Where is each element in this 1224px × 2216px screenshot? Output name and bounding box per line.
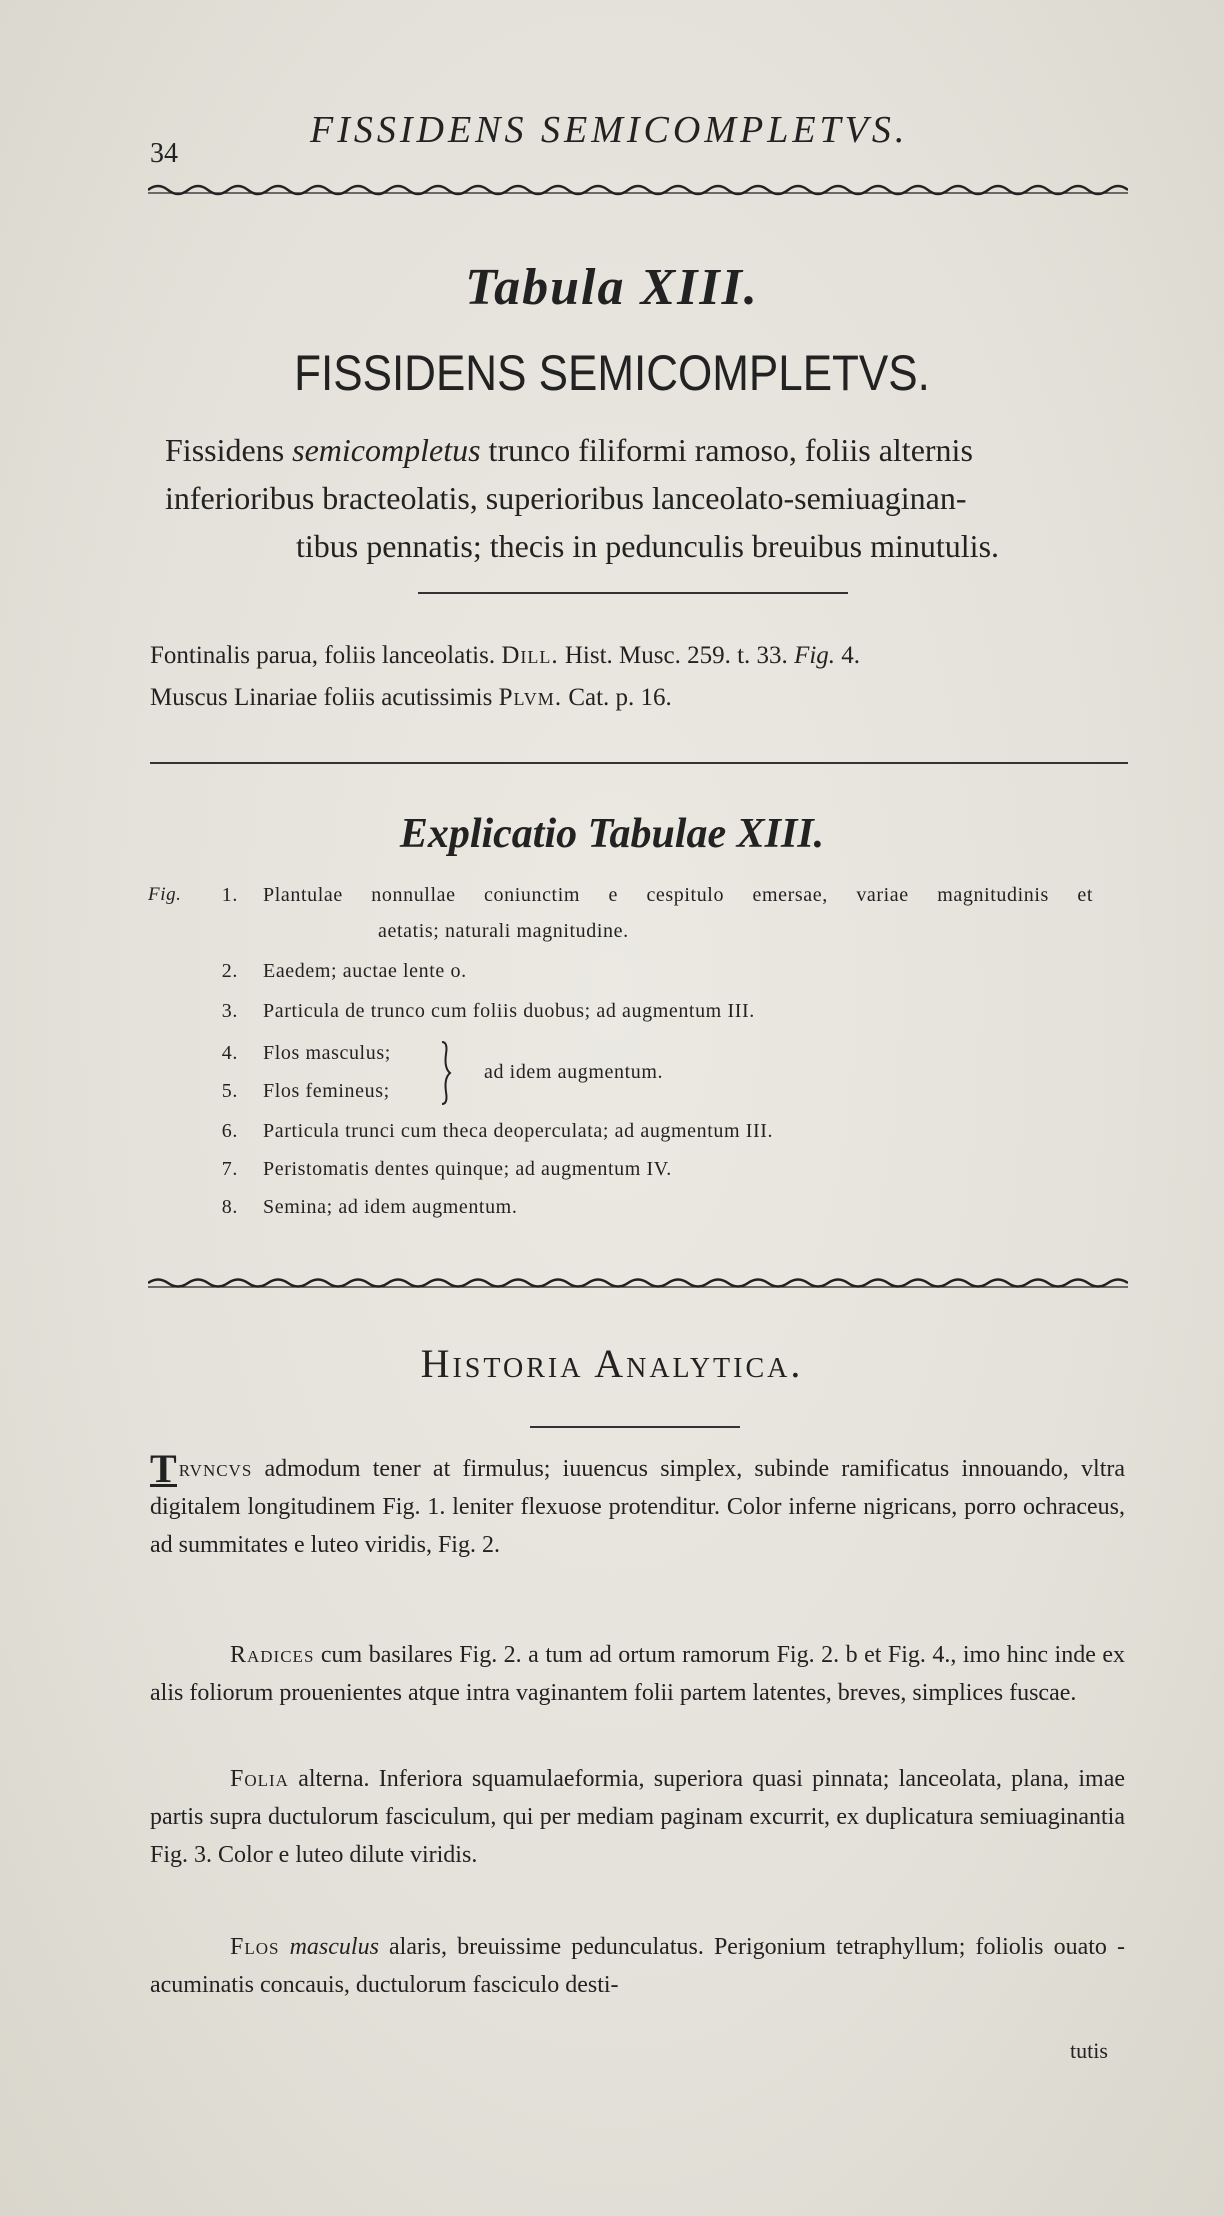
brace-note: ad idem augmentum. (484, 1061, 664, 1083)
truncus-lead: rvncvs (178, 1456, 253, 1482)
running-title: FISSIDENS SEMICOMPLETVS. (310, 109, 909, 151)
paragraph-truncus (150, 1446, 1126, 1564)
synonym-2-ref: Cat. p. 16. (568, 684, 672, 711)
fig-item-3-text: Particula de trunco cum foliis duobus; ad augmentum III. (263, 1000, 755, 1022)
synonym-2-author: Plvm. (498, 684, 563, 711)
wavy-rule-top (148, 178, 1128, 196)
fig-item-7-text: Peristomatis dentes quinque; ad augmentum IV. (263, 1158, 672, 1180)
catchword: tutis (1070, 2038, 1108, 2063)
synonym-1-author: Dill. (501, 642, 559, 669)
fig-item-6-num: 6. (221, 1120, 238, 1142)
folia-lead: Folia (230, 1766, 289, 1792)
fig-item-4-text: Flos masculus; (263, 1042, 391, 1064)
radices-text: cum basilares Fig. 2. a tum ad ortum ramorum Fig. 2. b et Fig. 4., imo hinc inde ex alis foliorum prouenientes atque intra vaginantem folii partem latentes, breves, simplices fuscae. (150, 1642, 1125, 1706)
paragraph-folia (150, 1760, 1125, 1874)
curly-brace (438, 1040, 454, 1106)
fig-item-8-num: 8. (221, 1196, 238, 1218)
synonym-1-ref: Hist. Musc. 259. t. 33. (564, 642, 788, 669)
species-diagnosis (165, 426, 1130, 570)
synonym-2 (150, 678, 672, 718)
synonym-1-text: Fontinalis parua, foliis lanceolatis. (150, 642, 496, 669)
dropcap-letter: T (150, 1446, 177, 1491)
fig-label: Fig. (148, 884, 182, 905)
short-rule (418, 592, 848, 594)
section-rule (150, 762, 1128, 764)
paragraph-flos (150, 1928, 1125, 2004)
fig-item-4-num: 4. (221, 1042, 238, 1064)
fig-item-8-text: Semina; ad idem augmentum. (263, 1196, 518, 1218)
diagnosis-epithet: semicompletus (292, 432, 481, 468)
synonym-1-fig: Fig. (794, 642, 836, 669)
plate-title: Tabula XIII. (465, 259, 759, 316)
flos-lead-italic: masculus (289, 1934, 379, 1960)
fig-item-5-text: Flos femineus; (263, 1080, 390, 1102)
diagnosis-line1: trunco filiformi ramoso, foliis alternis (488, 432, 973, 468)
page-number: 34 (150, 138, 178, 169)
fig-item-7-num: 7. (221, 1158, 238, 1180)
radices-lead: Radices (230, 1642, 315, 1668)
historia-title: Historia Analytica. (420, 1341, 804, 1386)
synonym-2-text: Muscus Linariae foliis acutissimis (150, 684, 493, 711)
fig-item-2-text: Eaedem; auctae lente o. (263, 960, 467, 982)
synonym-1 (150, 636, 860, 676)
diagnosis-line2: inferioribus bracteolatis, superioribus lanceolato-semiuaginan- (165, 480, 967, 516)
fig-item-2-num: 2. (221, 960, 238, 982)
fig-item-5-num: 5. (221, 1080, 238, 1102)
explanation-title: Explicatio Tabulae XIII. (399, 811, 825, 857)
fig-item-1-num: 1. (221, 884, 238, 906)
fig-item-3-num: 3. (221, 1000, 238, 1022)
synonym-1-fig-num: 4. (841, 642, 861, 669)
folia-text: alterna. Inferiora squamulaeformia, superiora quasi pinnata; lanceolata, plana, imae partis supra ductulorum fasciculum, qui per mediam paginam excurrit, ex duplicatura semiuaginantia Fig. 3. Color e luteo dilute viridis. (150, 1766, 1125, 1868)
paragraph-radices (150, 1636, 1125, 1712)
wavy-rule-middle (148, 1274, 1128, 1292)
historia-rule (530, 1426, 740, 1428)
truncus-text: admodum tener at firmulus; iuuencus simplex, subinde ramificatus innouando, vltra digitalem longitudinem Fig. 1. leniter flexuose protenditur. Color inferne nigricans, porro ochraceus, ad summitates e luteo viridis, Fig. 2. (150, 1456, 1126, 1558)
diagnosis-line3: tibus pennatis; thecis in pedunculis breuibus minutulis. (295, 528, 1000, 564)
fig-item-1-text: Plantulae nonnullae coniunctim e cespitulo emersae, variae magnitudinis et (263, 884, 1093, 906)
fig-item-1-cont: aetatis; naturali magnitudine. (378, 920, 629, 942)
fig-item-6-text: Particula trunci cum theca deoperculata; ad augmentum III. (263, 1120, 774, 1142)
diagnosis-genus: Fissidens (165, 432, 285, 468)
species-title: FISSIDENS SEMICOMPLETVS. (294, 345, 930, 401)
flos-lead: Flos (230, 1934, 280, 1960)
flos-text: alaris, breuissime pedunculatus. Perigonium tetraphyllum; foliolis ouato - acuminatis concauis, ductulorum fasciculo desti- (150, 1934, 1125, 1998)
